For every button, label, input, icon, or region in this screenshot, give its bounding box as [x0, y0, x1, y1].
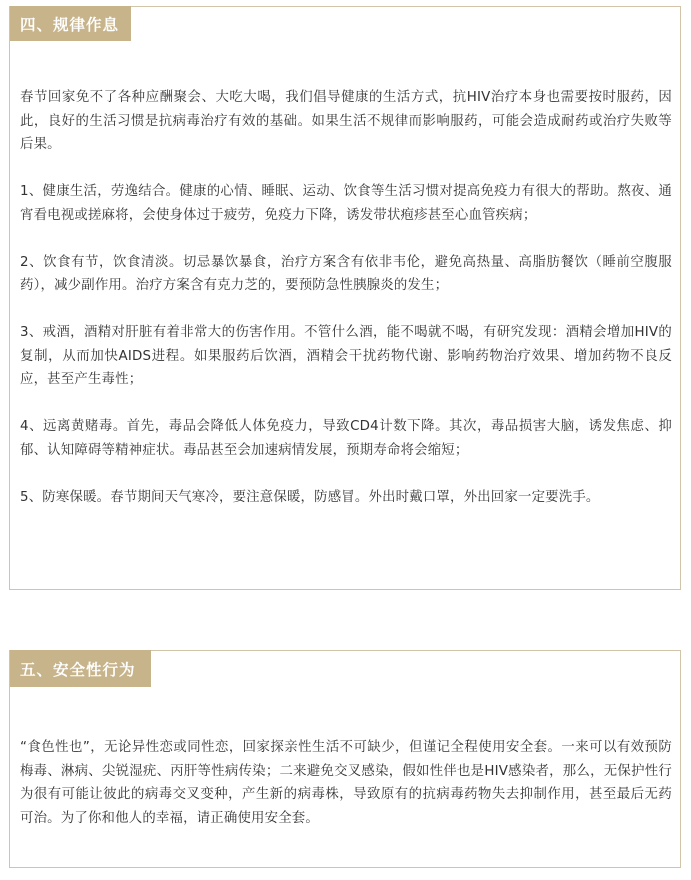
paragraph: 5、防寒保暖。春节期间天气寒冷，要注意保暖，防感冒。外出时戴口罩，外出回家一定要洗手。	[20, 489, 600, 505]
section-body	[20, 86, 672, 509]
paragraph: 1、健康生活，劳逸结合。健康的心情、睡眠、运动、饮食等生活习惯对提高免疫力有很大的帮助。熬夜、通宵看电视或搓麻将，会使身体过于疲劳，免疫力下降，诱发带状疱疹甚至心血管疾病；	[20, 184, 672, 223]
paragraph: 春节回家免不了各种应酬聚会、大吃大喝，我们倡导健康的生活方式，抗HIV治疗本身也需要按时服药，因此，良好的生活习惯是抗病毒治疗有效的基础。如果生活不规律而影响服药，可能会造成耐药或治疗失败等后果。	[20, 90, 672, 152]
paragraph: 3、戒酒，酒精对肝脏有着非常大的伤害作用。不管什么酒，能不喝就不喝，有研究发现：酒精会增加HIV的复制，从而加快AIDS进程。如果服药后饮酒，酒精会干扰药物代谢、影响药物治疗效果、增加药物不良反应，甚至产生毒性；	[20, 325, 672, 387]
paragraph: “食色性也”，无论异性恋或同性恋，回家探亲性生活不可缺少，但谨记全程使用安全套。一来可以有效预防梅毒、淋病、尖锐湿疣、丙肝等性病传染；二来避免交叉感染，假如性伴也是HIV感染者，那么，无保护性行为很有可能让彼此的病毒交叉变种，产生新的病毒株，导致原有的抗病毒药物失去抑制作用，甚至最后无药可治。为了你和他人的幸福，请正确使用安全套。	[20, 740, 672, 826]
paragraph: 4、远离黄赌毒。首先，毒品会降低人体免疫力，导致CD4计数下降。其次，毒品损害大脑，诱发焦虑、抑郁、认知障碍等精神症状。毒品甚至会加速病情发展，预期寿命将会缩短；	[20, 419, 672, 458]
paragraph: 2、饮食有节，饮食清淡。切忌暴饮暴食，治疗方案含有依非韦伦，避免高热量、高脂肪餐饮（睡前空腹服药），减少副作用。治疗方案含有克力芝的，要预防急性胰腺炎的发生；	[20, 254, 672, 293]
section-body	[20, 736, 672, 830]
section-header: 五、安全性行为	[10, 650, 151, 687]
section-header: 四、规律作息	[10, 6, 131, 41]
section-safe-sex	[9, 650, 681, 868]
section-regular-schedule	[9, 6, 681, 590]
